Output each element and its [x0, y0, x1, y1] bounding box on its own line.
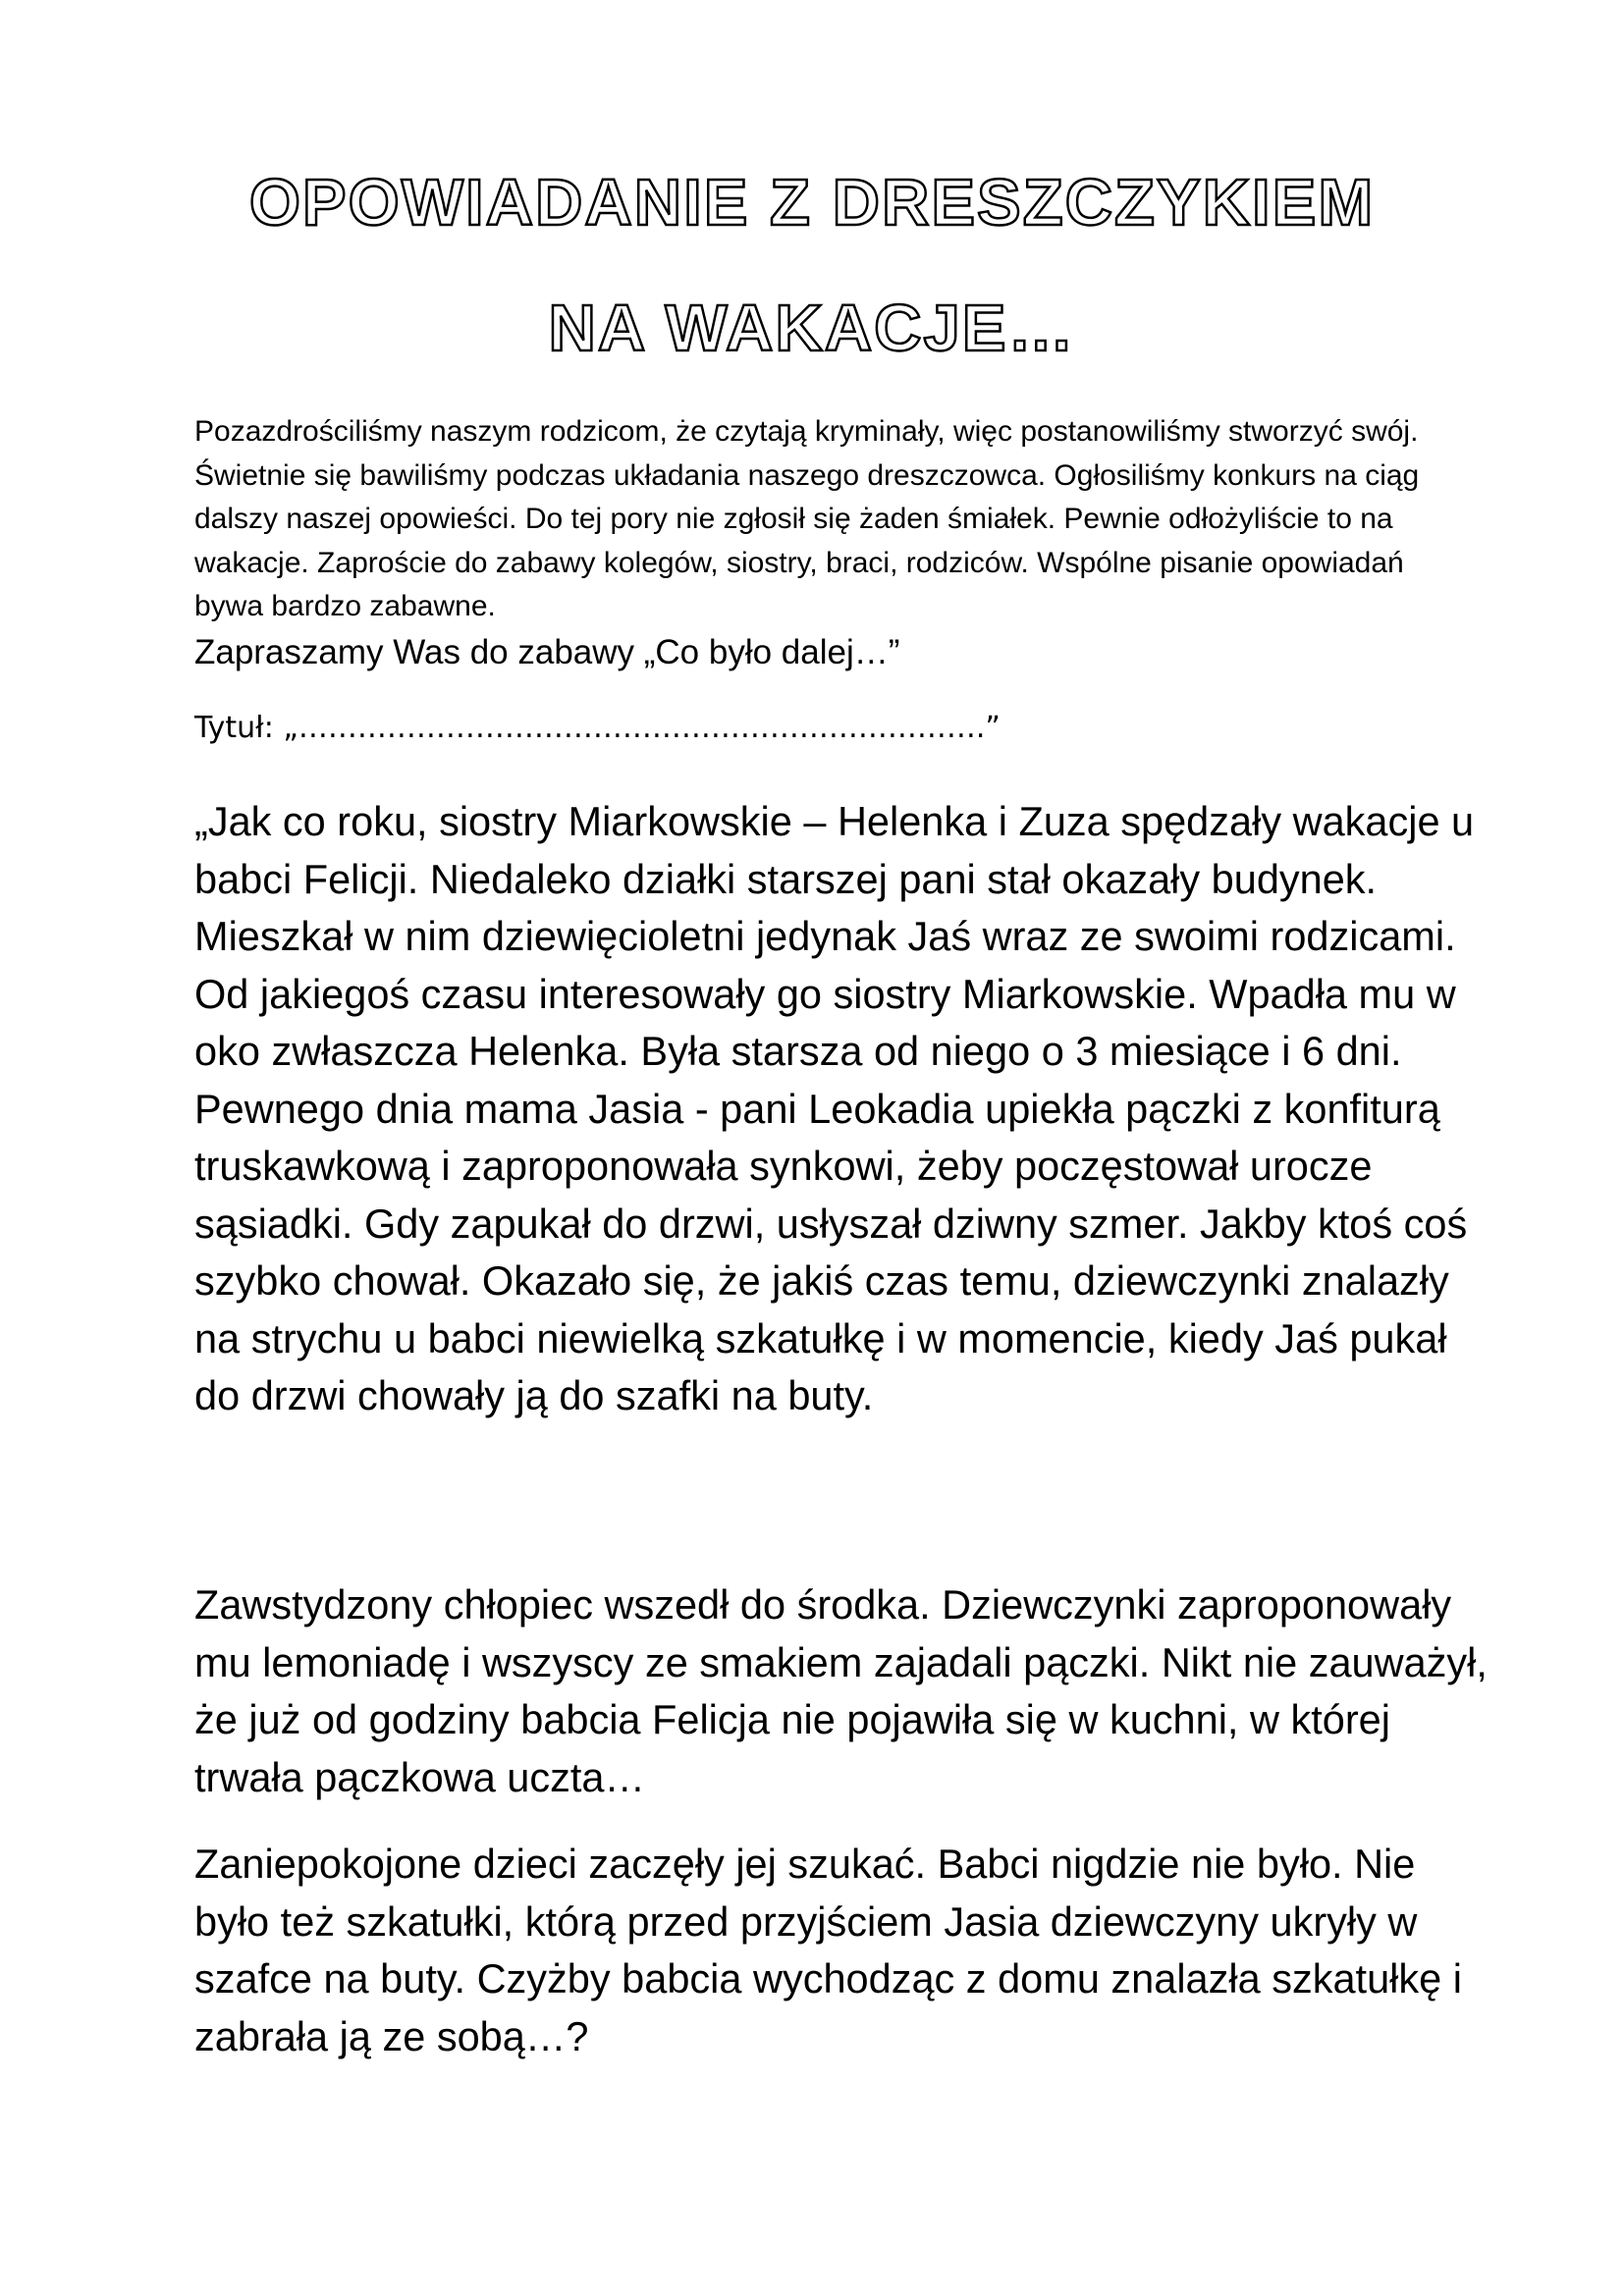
document-title-line-1: OPOWIADANIE Z DRESZCZYKIEM — [248, 166, 1376, 240]
intro-text: Pozazdrościliśmy naszym rodzicom, że czytają kryminały, więc postanowiliśmy stworzyć swój. Świetnie się bawiliśmy podczas układania naszego dreszczowca. Ogłosiliśmy konkurs na ciąg dalszy naszej opowieści. Do tej pory nie zgłosił się żaden śmiałek. Pewnie odłożyliście to na wakacje. Zaproście do zabawy kolegów, siostry, braci, rodziców. Wspólne pisanie opowiadań bywa bardzo zabawne. — [194, 415, 1420, 622]
intro-paragraph — [194, 410, 1471, 676]
story-paragraph-3: Zaniepokojone dzieci zaczęły jej szukać. Babci nigdzie nie było. Nie było też szkatułki, którą przed przyjściem Jasia dziewczyny ukryły w szafce na buty. Czyżby babcia wychodząc z domu znalazła szkatułkę i zabrała ją ze sobą…? — [194, 1841, 1462, 2059]
story-paragraph-1: „Jak co roku, siostry Miarkowskie – Helenka i Zuza spędzały wakacje u babci Felicji. Niedaleko działki starszej pani stał okazały budynek. Mieszkał w nim dziewięcioletni jedynak Jaś wraz ze swoimi rodzicami. Od jakiegoś czasu interesowały go siostry Miarkowskie. Wpadła mu w oko zwłaszcza Helenka. Była starsza od niego o 3 miesiące i 6 dni. Pewnego dnia mama Jasia - pani Leokadia upiekła pączki z konfiturą truskawkową i zaproponowała synkowi, żeby poczęstował urocze sąsiadki. Gdy zapukał do drzwi, usłyszał dziwny szmer. Jakby ktoś coś szybko chował. Okazało się, że jakiś czas temu, dziewczynki znalazły na strychu u babci niewielką szkatułkę i w momencie, kiedy Jaś pukał do drzwi chowały ją do szafki na buty. — [194, 798, 1475, 1418]
intro-invitation: Zapraszamy Was do zabawy „Co było dalej…” — [194, 632, 900, 671]
story-title-field: Tytuł: „…………………………………………………………….” — [194, 711, 1001, 745]
story-paragraph-2: Zawstydzony chłopiec wszedł do środka. Dziewczynki zaproponowały mu lemoniadę i wszyscy ze smakiem zajadali pączki. Nikt nie zauważył, że już od godziny babcia Felicja nie pojawiła się w kuchni, w której trwała pączkowa uczta… — [194, 1581, 1488, 1800]
document-title-line-2: NA WAKACJE… — [548, 292, 1076, 365]
